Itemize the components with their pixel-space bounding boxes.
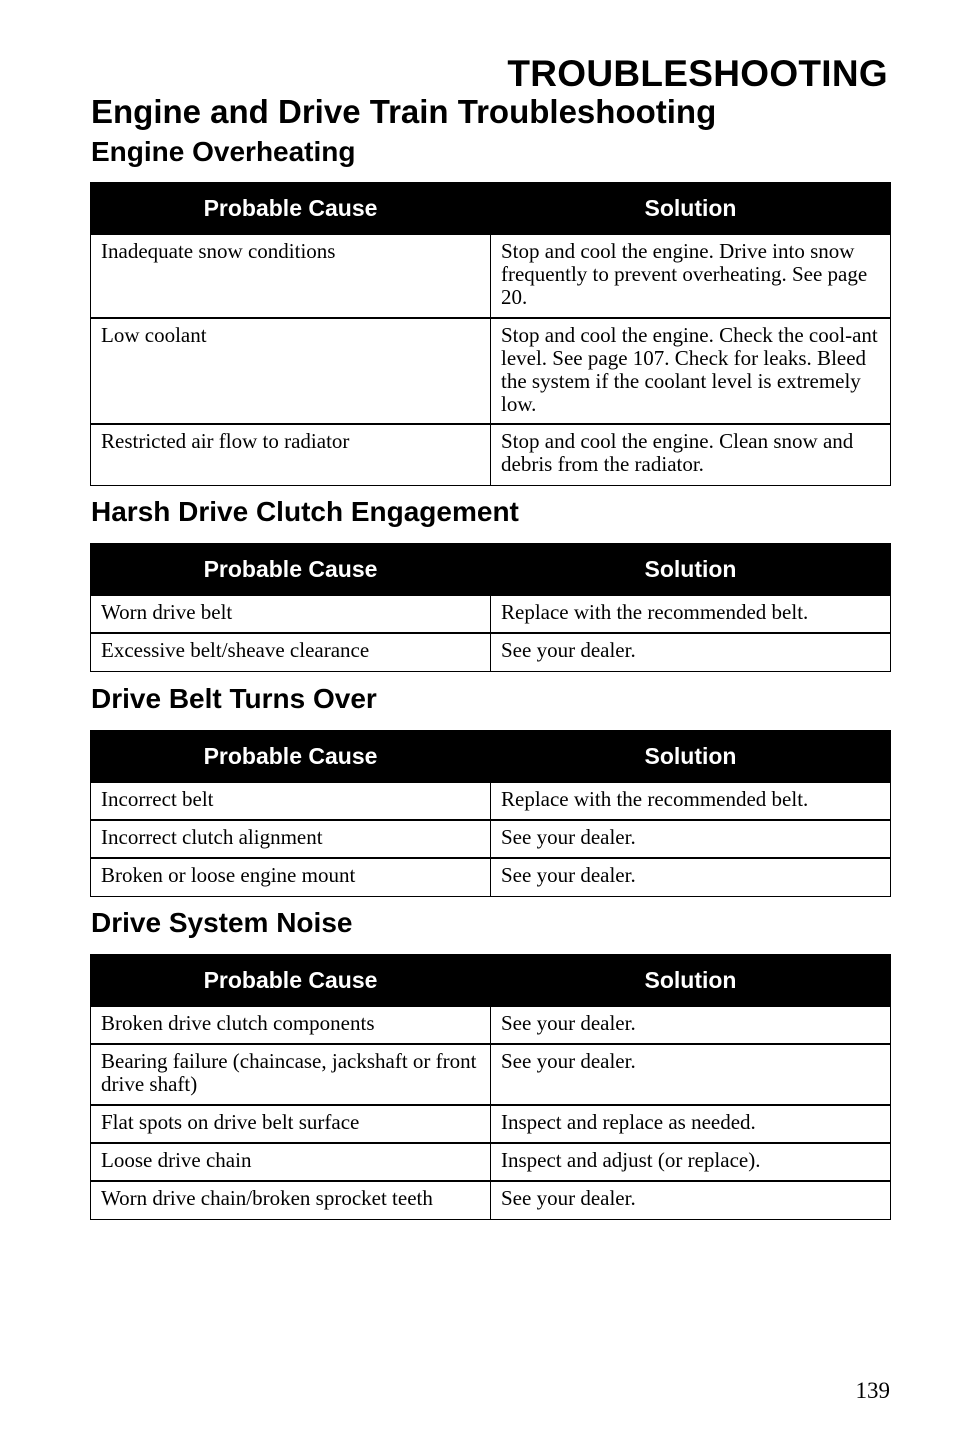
table-header-row: [91, 183, 891, 235]
page-heading: Engine and Drive Train Troubleshooting: [91, 93, 717, 130]
solution-cell: Inspect and replace as needed.: [491, 1105, 891, 1143]
cause-cell: Loose drive chain: [91, 1143, 491, 1181]
harsh-drive-clutch-table: [90, 543, 891, 672]
section-heading-harsh-drive-clutch: Harsh Drive Clutch Engagement: [91, 496, 519, 527]
table-row: [91, 1044, 891, 1105]
section-heading-drive-system-noise: Drive System Noise: [91, 907, 353, 938]
table-row: [91, 858, 891, 896]
table-row: [91, 633, 891, 671]
table-header-row: [91, 731, 891, 783]
solution-cell: See your dealer.: [491, 1044, 891, 1105]
cause-cell: Broken or loose engine mount: [91, 858, 491, 896]
solution-cell: Replace with the recommended belt.: [491, 782, 891, 820]
column-header-solution: Solution: [491, 955, 891, 1007]
cause-cell: Low coolant: [91, 318, 491, 424]
section-heading-engine-overheating: Engine Overheating: [91, 136, 356, 167]
section-heading-drive-belt-turns-over: Drive Belt Turns Over: [91, 683, 377, 714]
table-row: [91, 782, 891, 820]
column-header-solution: Solution: [491, 183, 891, 235]
solution-cell: Replace with the recommended belt.: [491, 595, 891, 633]
cause-cell: Restricted air flow to radiator: [91, 424, 491, 485]
column-header-cause: Probable Cause: [91, 183, 491, 235]
column-header-cause: Probable Cause: [91, 955, 491, 1007]
table-row: [91, 595, 891, 633]
cause-cell: Incorrect belt: [91, 782, 491, 820]
engine-overheating-table: [90, 182, 891, 486]
cause-cell: Inadequate snow conditions: [91, 234, 491, 318]
table-row: [91, 234, 891, 318]
table-row: [91, 424, 891, 485]
solution-cell: See your dealer.: [491, 858, 891, 896]
cause-cell: Flat spots on drive belt surface: [91, 1105, 491, 1143]
solution-cell: See your dealer.: [491, 1181, 891, 1219]
table-row: [91, 1143, 891, 1181]
cause-cell: Broken drive clutch components: [91, 1006, 491, 1044]
cause-cell: Worn drive chain/broken sprocket teeth: [91, 1181, 491, 1219]
cause-cell: Worn drive belt: [91, 595, 491, 633]
drive-belt-turns-over-table: [90, 730, 891, 897]
cause-cell: Bearing failure (chaincase, jackshaft or front drive shaft): [91, 1044, 491, 1105]
column-header-solution: Solution: [491, 544, 891, 596]
solution-cell: Stop and cool the engine. Check the cool-ant level. See page 107. Check for leaks. Bleed the system if the coolant level is extremely low.: [491, 318, 891, 424]
solution-cell: See your dealer.: [491, 1006, 891, 1044]
solution-cell: Inspect and adjust (or replace).: [491, 1143, 891, 1181]
solution-cell: See your dealer.: [491, 820, 891, 858]
table-header-row: [91, 955, 891, 1007]
table-row: [91, 1181, 891, 1219]
table-row: [91, 1105, 891, 1143]
cause-cell: Incorrect clutch alignment: [91, 820, 491, 858]
drive-system-noise-table: [90, 954, 891, 1220]
chapter-title: TROUBLESHOOTING: [507, 53, 888, 94]
table-row: [91, 318, 891, 424]
solution-cell: Stop and cool the engine. Clean snow and debris from the radiator.: [491, 424, 891, 485]
solution-cell: See your dealer.: [491, 633, 891, 671]
page-number: 139: [855, 1378, 890, 1403]
solution-cell: Stop and cool the engine. Drive into snow frequently to prevent overheating. See page 20.: [491, 234, 891, 318]
column-header-cause: Probable Cause: [91, 544, 491, 596]
table-header-row: [91, 544, 891, 596]
cause-cell: Excessive belt/sheave clearance: [91, 633, 491, 671]
table-row: [91, 1006, 891, 1044]
column-header-cause: Probable Cause: [91, 731, 491, 783]
table-row: [91, 820, 891, 858]
column-header-solution: Solution: [491, 731, 891, 783]
